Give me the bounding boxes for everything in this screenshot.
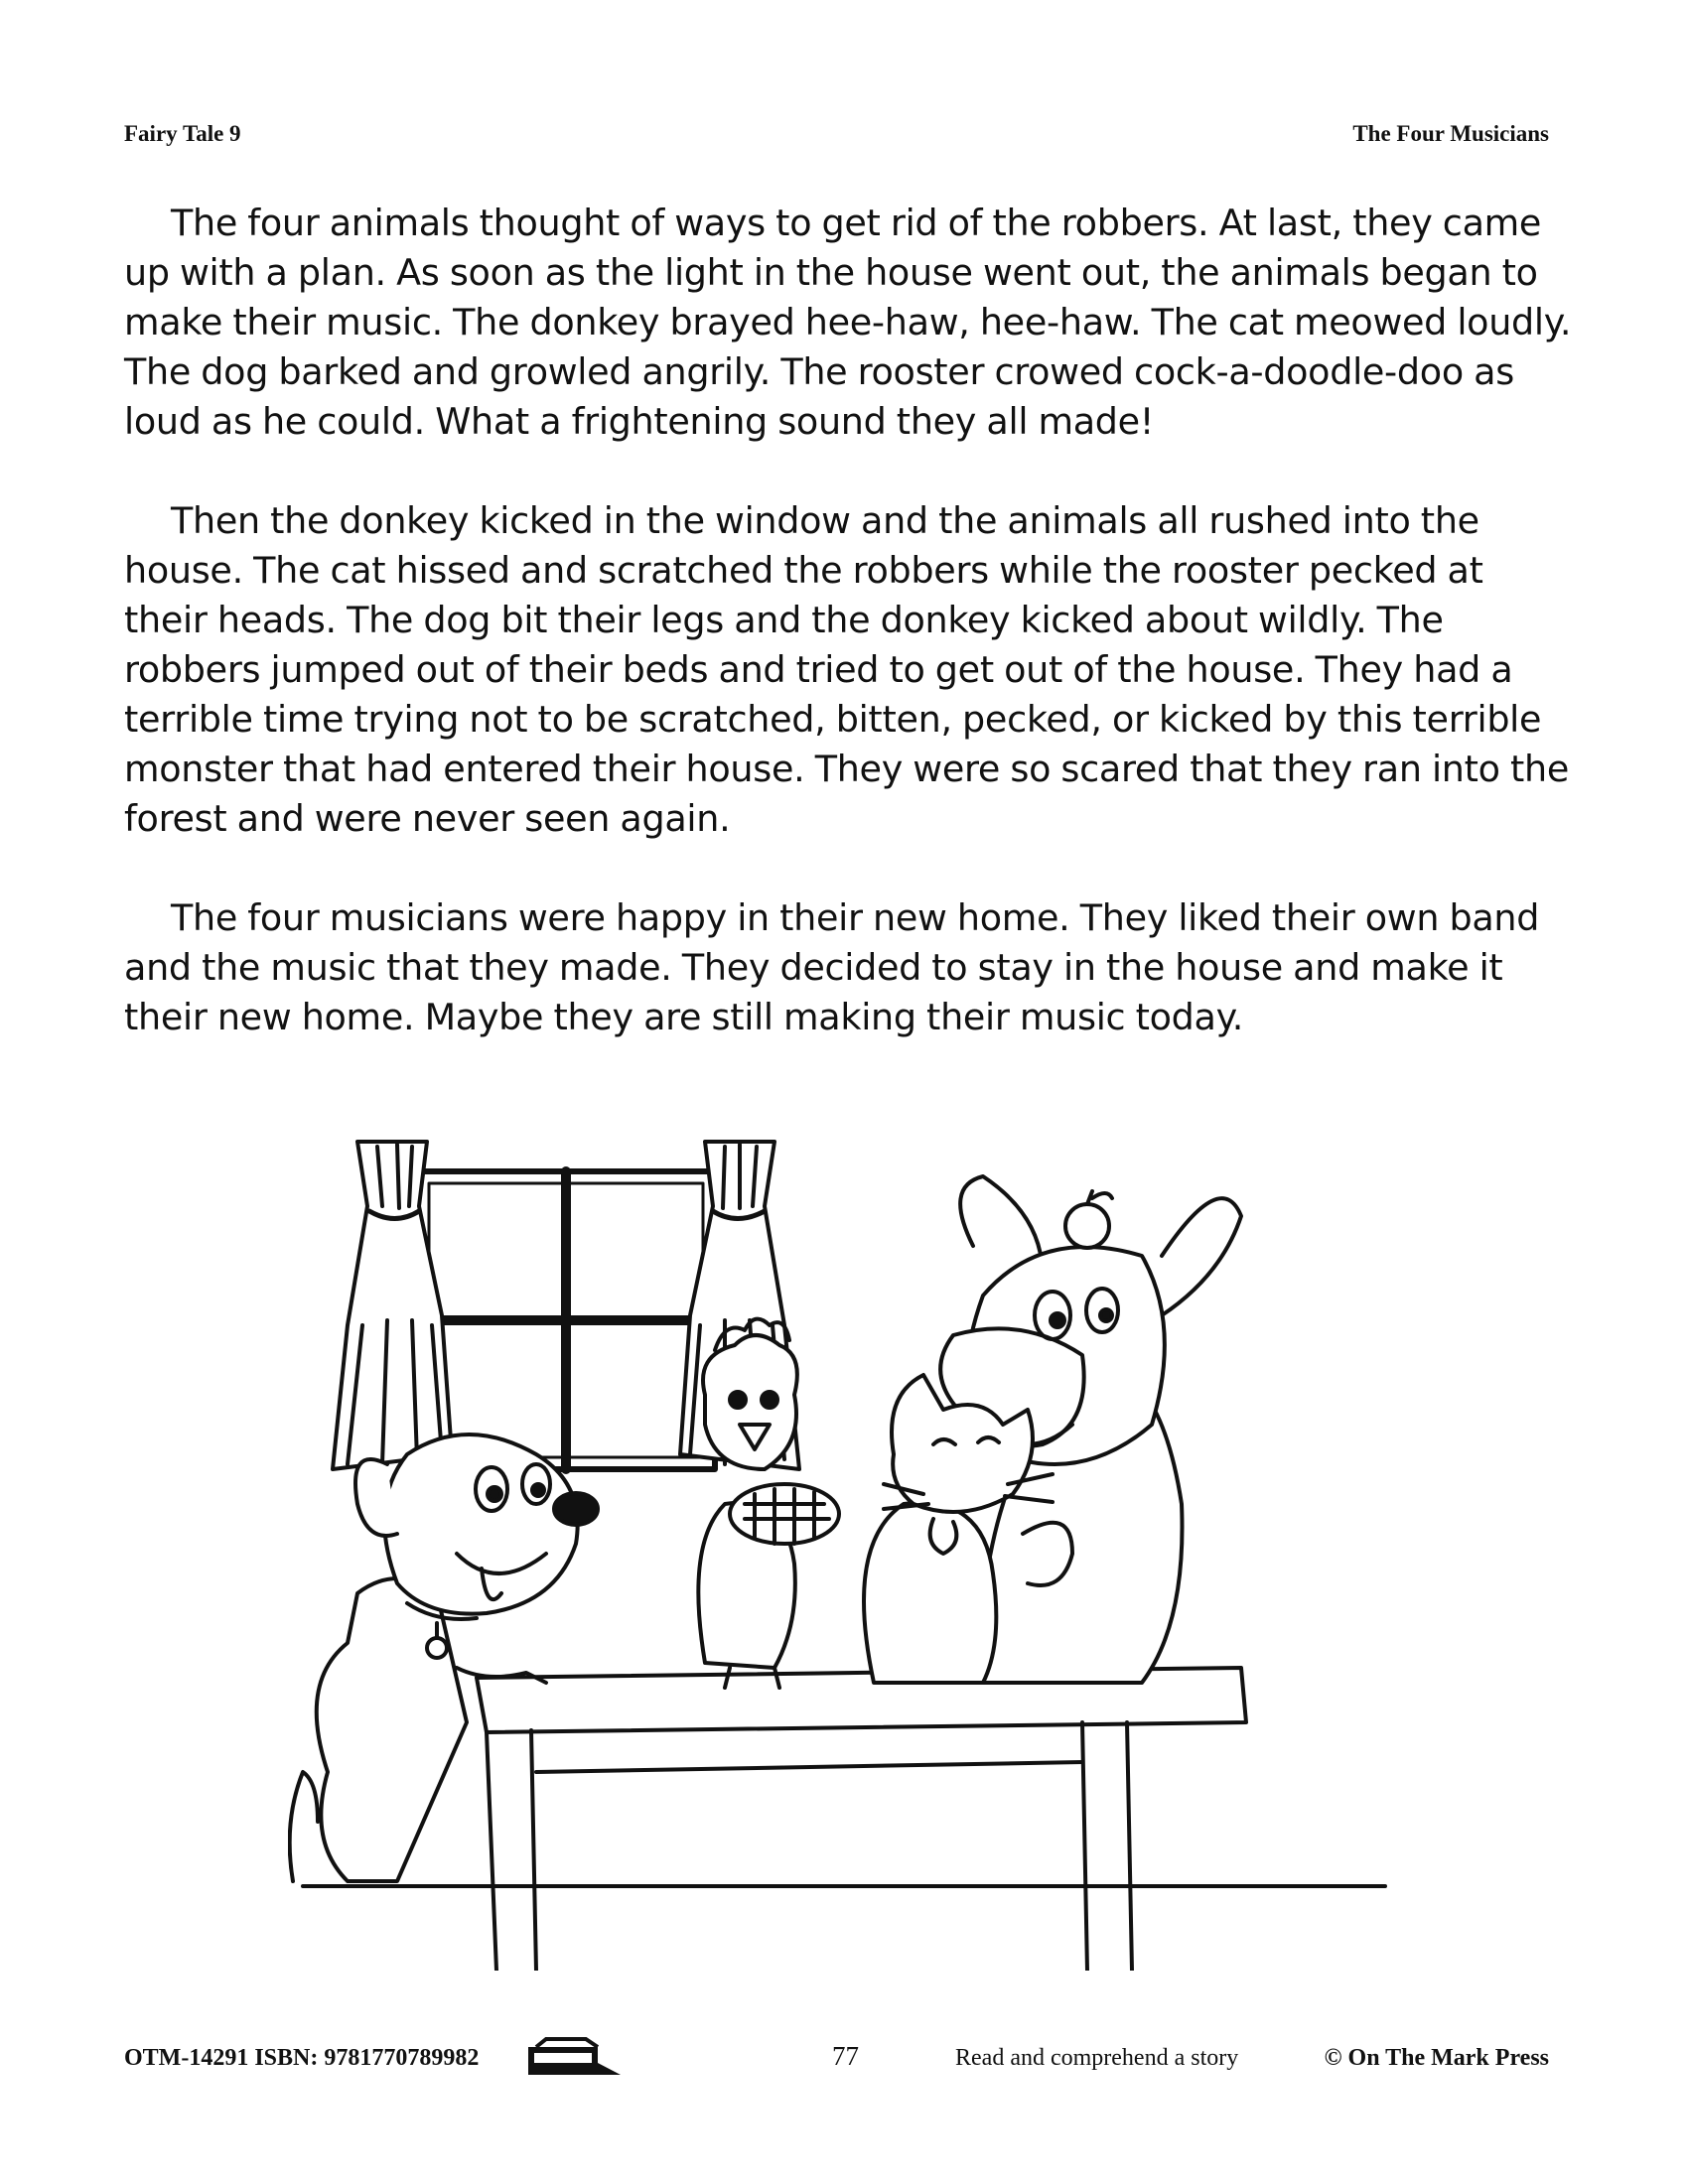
header-right-title: The Four Musicians bbox=[1352, 121, 1549, 146]
rooster-figure bbox=[698, 1319, 839, 1688]
footer-description: Read and comprehend a story bbox=[955, 2045, 1239, 2071]
story-paragraph-1: The four animals thought of ways to get rid of the robbers. At last, they came up with a plan. As soon as the light in the house went out, the animals began to make their music. The donkey brayed hee-haw, hee-haw. The cat meowed loudly. The dog barked and growled angrily. The rooster crowed cock-a-doodle-doo as loud as he could. What a frightening sound they all made! bbox=[124, 202, 1572, 443]
left-curtain bbox=[333, 1142, 452, 1469]
header-left-title: Fairy Tale 9 bbox=[124, 121, 241, 146]
story-paragraph-3: The four musicians were happy in their new home. They liked their own band and the music that they made. They decided to stay in the house and make it their new home. Maybe they are still making their music today. bbox=[124, 896, 1540, 1038]
footer-copyright: © On The Mark Press bbox=[1324, 2045, 1549, 2071]
story-paragraph-2: Then the donkey kicked in the window and the animals all rushed into the house. The cat hissed and scratched the robbers while the rooster pecked at their heads. The dog bit their legs and the donkey kicked about wildly. The robbers jumped out of their beds and tried to get out of the house. They had a terrible time trying not to be scratched, bitten, pecked, or kicked by this terrible monster that had entered their house. They were so scared that they ran into the forest and were never seen again. bbox=[124, 499, 1569, 840]
table bbox=[477, 1668, 1246, 1971]
page-number: 77 bbox=[832, 2041, 859, 2071]
dog-figure bbox=[290, 1434, 598, 1881]
story-text bbox=[124, 199, 1574, 1092]
publisher-logo-icon bbox=[526, 2035, 626, 2079]
four-musicians-illustration bbox=[288, 1127, 1400, 1971]
window bbox=[417, 1171, 715, 1469]
footer-product-code: OTM-14291 ISBN: 9781770789982 bbox=[124, 2045, 480, 2071]
